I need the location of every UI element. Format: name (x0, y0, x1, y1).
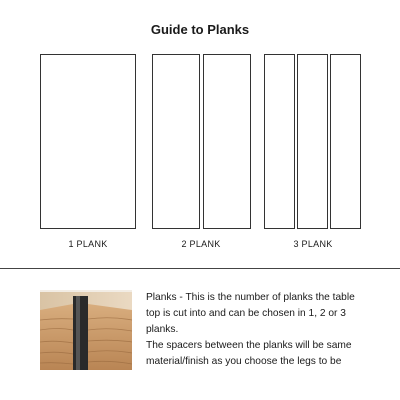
description-paragraph: The spacers between the planks will be same material/finish as you choose the legs to be (146, 340, 352, 368)
two-plank-diagram-right (203, 54, 251, 229)
three-plank-diagram-left (264, 54, 295, 229)
plank-joint-photo (40, 290, 132, 370)
three-plank-diagram-middle (297, 54, 328, 229)
three-plank-diagram-right (330, 54, 361, 229)
two-plank-diagram-left (152, 54, 200, 229)
three-plank-label: 3 PLANK (293, 239, 333, 249)
one-plank-diagram (40, 54, 136, 229)
one-plank-label: 1 PLANK (68, 239, 108, 249)
description-paragraph: Planks - This is the number of planks the table top is cut into and can be chosen in 1, 2 or 3 planks. (146, 292, 355, 336)
two-plank-label: 2 PLANK (181, 239, 221, 249)
section-divider (0, 268, 400, 269)
planks-description (146, 290, 371, 370)
page-title: Guide to Planks (150, 22, 250, 37)
